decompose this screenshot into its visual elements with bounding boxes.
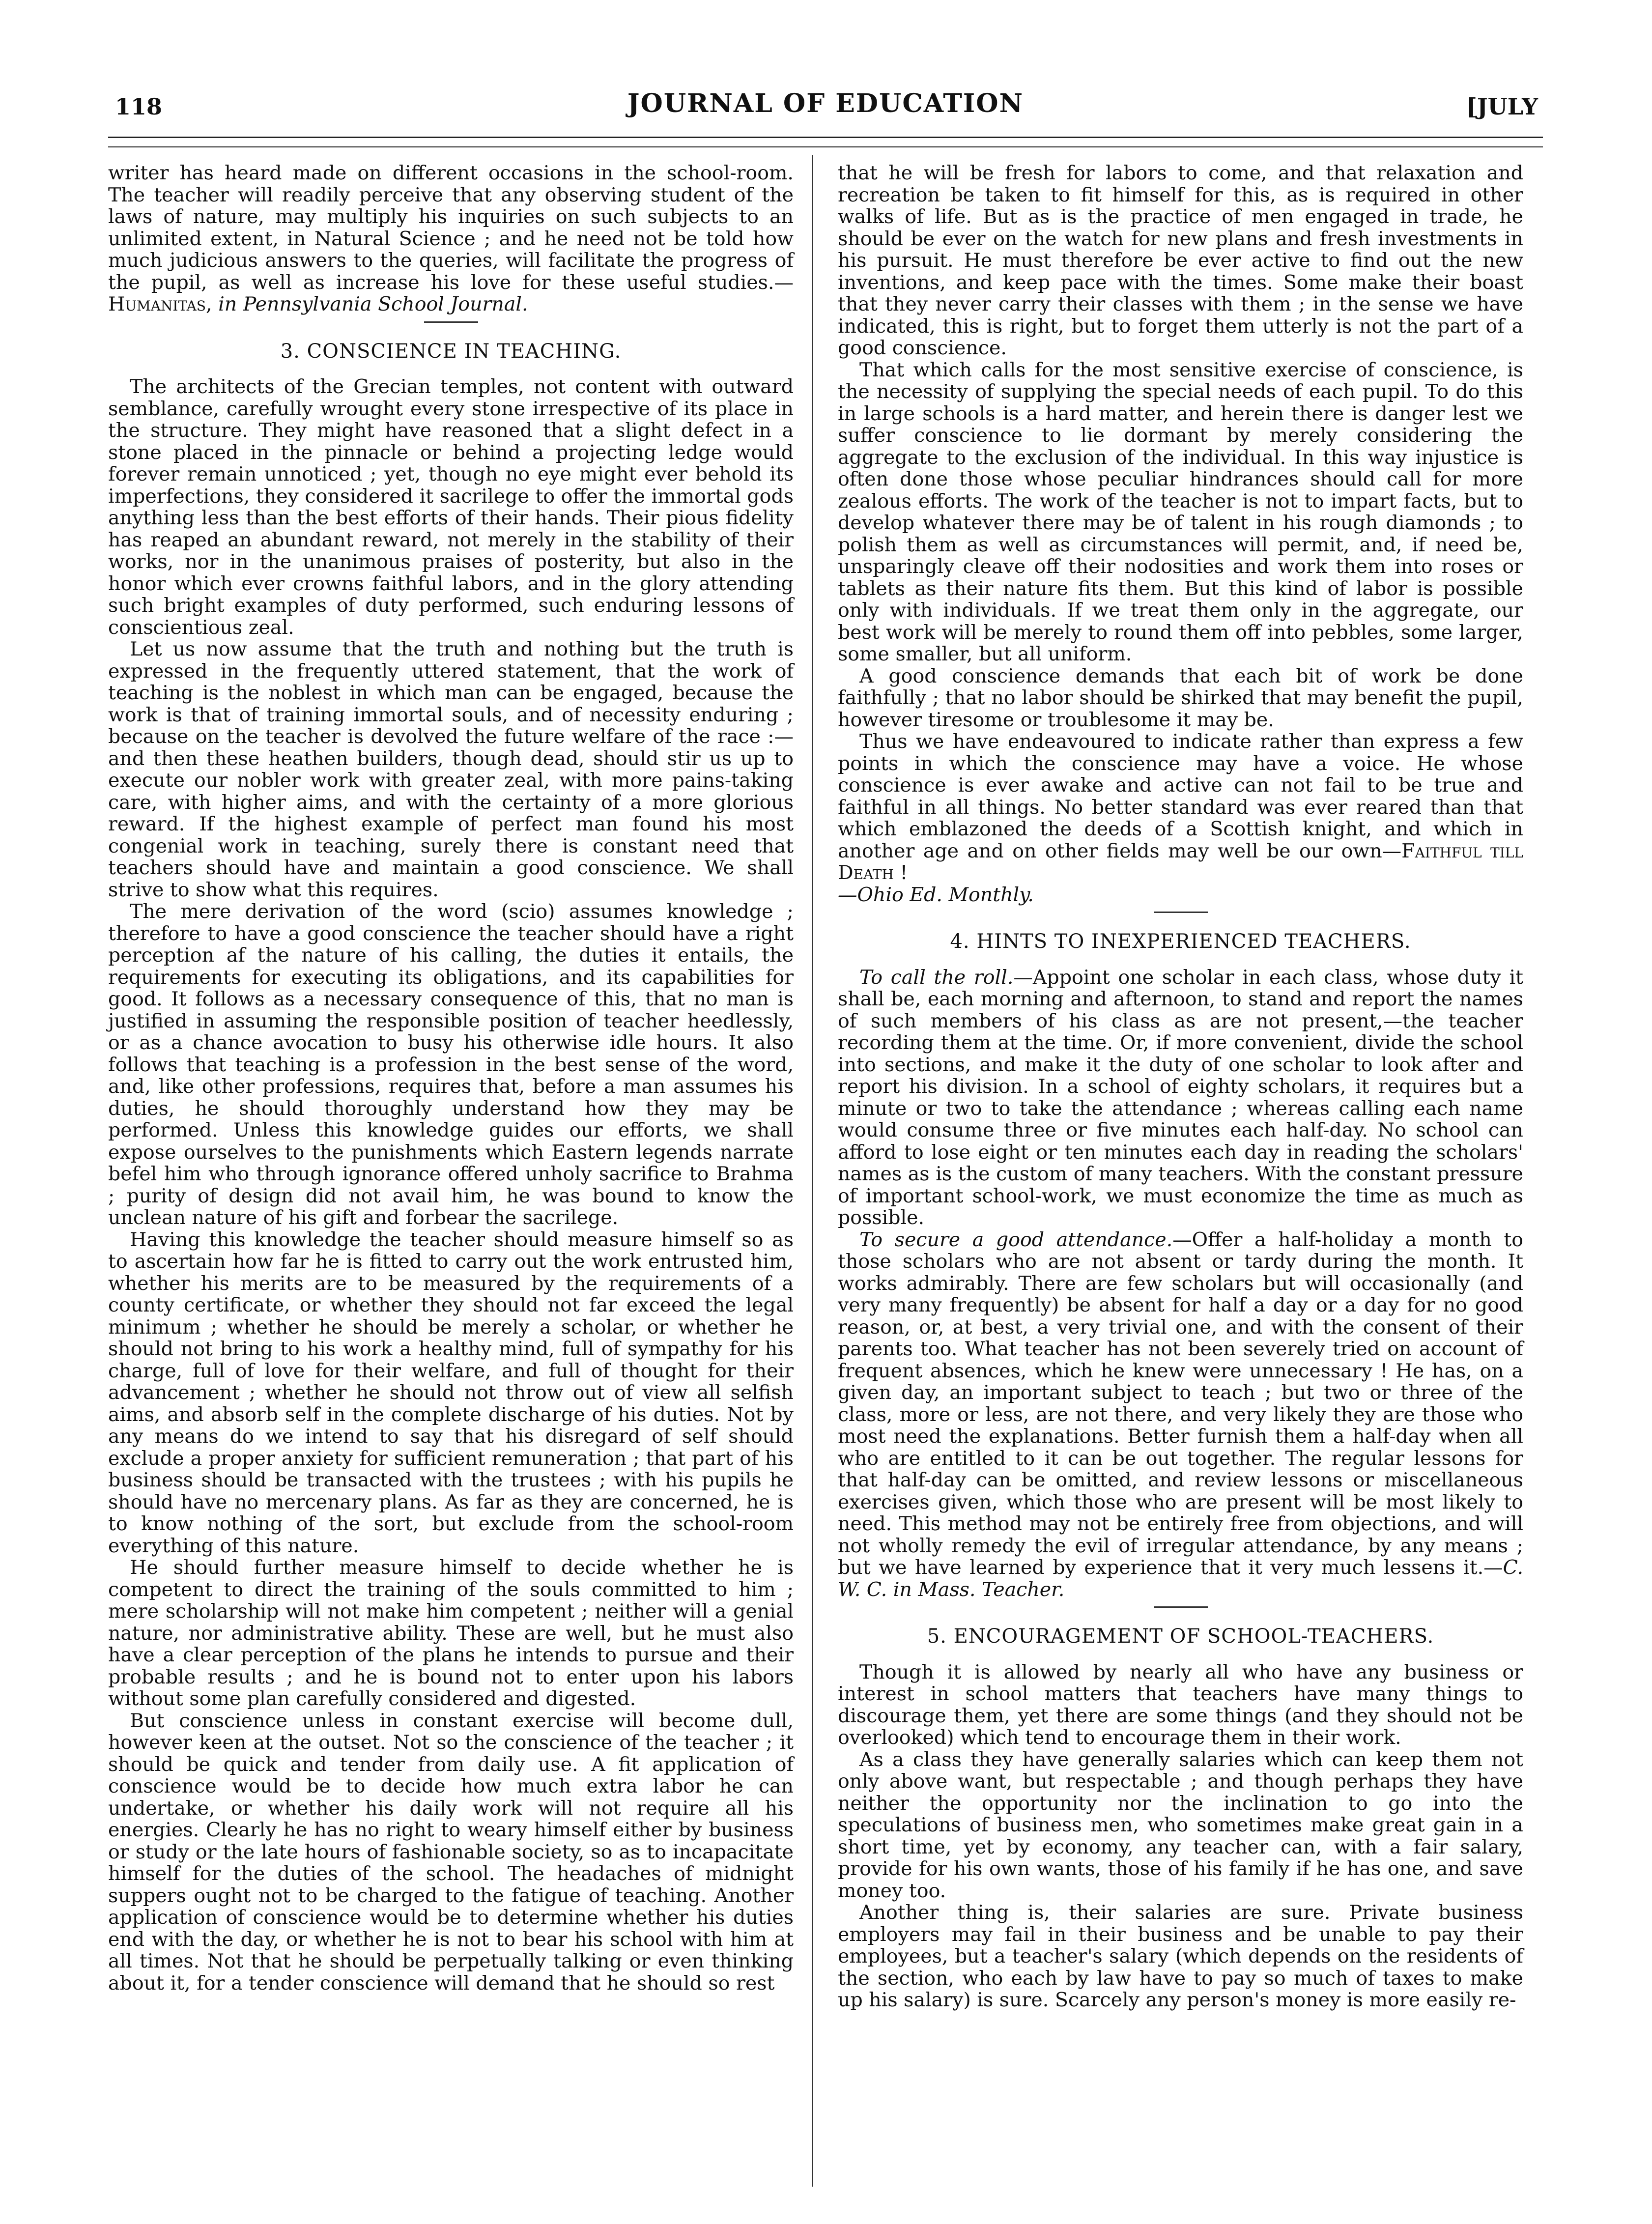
section-heading: 3. CONSCIENCE IN TEACHING. bbox=[280, 340, 622, 363]
source-citation: in Pennsylvania School Journal. bbox=[218, 293, 528, 315]
motto: Faithful till Death ! bbox=[838, 839, 1523, 884]
paragraph: Another thing is, their salaries are sure. Private business employers may fail in their business and be unable to pay their employees, but a teacher's salary (which depends on the residents of the section, who each by law have to pay so much of taxes to make up his salary) is sure. Scarcely any person's money is more easily re- bbox=[838, 1901, 1523, 2011]
paragraph: that he will be fresh for labors to come, and that relaxation and recreation be taken to fit himself for this, as is required in other walks of life. But as is the practice of men engaged in trade, he should be ever on the watch for new plans and fresh investments in his pursuit. He must therefore be ever active to find out the new inventions, and keep pace with the times. Some make their boast that they never carry their classes with them ; in the sense we have indicated, this is right, but to forget them utterly is not the part of a good conscience. bbox=[838, 162, 1523, 359]
left-column bbox=[108, 162, 794, 1994]
paragraph: That which calls for the most sensitive exercise of conscience, is the necessity of supplying the special needs of each pupil. To do this in large schools is a hard matter, and herein there is danger lest we suffer conscience to lie dormant by merely considering the aggregate to the exclusion of the individual. In this way injustice is often done those whose peculiar hindrances should call for more zealous efforts. The work of the teacher is not to impart facts, but to develop whatever there may be of talent in his rough diamonds ; to polish them as well as circumstances will permit, and, if need be, unsparingly cleave off their nodosities and work them into roses or tablets as their nature fits them. But this kind of labor is possible only with individuals. If we treat them only in the aggregate, our best work will be merely to round them off into pebbles, some larger, some smaller, but all uniform. bbox=[838, 358, 1523, 665]
paragraph: To secure a good attendance.—Offer a half-holiday a month to those scholars who are not absent or tardy during the month. It works admirably. There are few scholars but will occasionally (and very many frequently) be absent for half a day or a day for no good reason, or, at best, a very trivial one, and with the consent of their parents too. What teacher has not been severely tried on account of frequent absences, which he knew were unnecessary ! He has, on a given day, an important subject to teach ; but two or three of the class, more or less, are not there, and very likely they are those who most need the explanations. Better furnish them a half-day when all who are entitled to it can be out together. The regular lessons for that half-day can be omitted, and review lessons or miscellaneous exercises given, which those who are present will be most likely to need. This method may not be entirely free from objections, and will not wholly remedy the evil of irregular attendance, by any means ; but we have learned by experience that it very much lessens it.—C. W. C. in Mass. Teacher. bbox=[838, 1228, 1524, 1601]
paragraph: To call the roll.—Appoint one scholar in each class, whose duty it shall be, each morning and afternoon, to stand and report the names of such members of his class as are not present,—the teacher recording them at the time. Or, if more convenient, divide the school into sections, and make it the duty of one scholar to look after and report his division. In a school of eighty scholars, it requires but a minute or two to take the attendance ; whereas calling each name would consume three or five minutes each half-day. No school can afford to lose eight or ten minutes each day in reading the scholars' names as is the custom of many teachers. With the constant pressure of important school-work, we must economize the time as much as possible. bbox=[838, 966, 1524, 1229]
section-heading: 5. ENCOURAGEMENT OF SCHOOL-TEACHERS. bbox=[927, 1625, 1434, 1648]
section-divider bbox=[1154, 1606, 1208, 1608]
page-number: 118 bbox=[115, 93, 163, 120]
paragraph: As a class they have generally salaries which can keep them not only above want, but respectable ; and though perhaps they have neither the opportunity nor the inclination to go into the speculations of business men, who sometimes make great gain in a short time, yet by economy, any teacher can, with a fair salary, provide for his own wants, those of his family if he has one, and save money too. bbox=[838, 1748, 1523, 1902]
paragraph: The architects of the Grecian temples, not content with outward semblance, carefully wrought every stone irrespective of its place in the structure. They might have reasoned that a slight defect in a stone placed in the pinnacle or behind a projecting ledge would forever remain unnoticed ; yet, though no eye might ever behold its imperfections, they considered it sacrilege to offer the immortal gods anything less than the best efforts of their hands. Their pious fidelity has reaped an abundant reward, not merely in the stability of their works, nor in the unanimous praises of posterity, but also in the honor which ever crowns faithful labors, and in the glory attending such bright examples of duty performed, such enduring lessons of conscientious zeal. bbox=[108, 375, 794, 639]
author-name: Humanitas, bbox=[108, 293, 212, 315]
section-divider bbox=[424, 321, 478, 323]
paragraph: A good conscience demands that each bit of work be done faithfully ; that no labor should be shirked that may benefit the pupil, however tiresome or troublesome it may be. bbox=[838, 664, 1523, 731]
paragraph: Thus we have endeavoured to indicate rather than express a few points in which the conscience may have a voice. He whose conscience is ever awake and active can not fail to be true and faithful in all things. No better standard was ever reared than that which emblazoned the deeds of a Scottish knight, and which in another age and on other fields may well be our own—Faithful till Death ! —Ohio Ed. Monthly. bbox=[838, 730, 1523, 906]
source-citation: C. W. C. in Mass. Teacher. bbox=[838, 1556, 1523, 1601]
page-header bbox=[108, 74, 1543, 133]
header-rule bbox=[108, 137, 1543, 138]
paragraph: But conscience unless in constant exercise will become dull, however keen at the outset. Not so the conscience of the teacher ; it should be quick and tender from daily use. A fit application of conscience would be to decide how much extra labor he can undertake, or whether his daily work will not require all his energies. Clearly he has no right to weary himself either by business or study or the late hours of fashionable society, so as to incapacitate himself for the duties of the school. The headaches of midnight suppers ought not to be charged to the fatigue of teaching. Another application of conscience would be to determine whether his duties end with the day, or whether he is not to bear his school with him at all times. Not that he should be perpetually talking or even thinking about it, for a tender conscience will demand that he should so rest bbox=[108, 1709, 794, 1995]
right-column bbox=[838, 162, 1523, 2011]
source-citation: —Ohio Ed. Monthly. bbox=[838, 883, 1034, 906]
section-divider bbox=[1154, 912, 1208, 913]
paragraph: writer has heard made on different occasions in the school-room. The teacher will readily perceive that any observing student of the laws of nature, may multiply his inquiries on such subjects to an unlimited extent, in Natural Science ; and he need not be told how much judicious answers to the queries, will facilitate the progress of the pupil, as well as increase his love for these useful studies.—Humanitas, in Pennsylvania School Journal. bbox=[108, 162, 794, 315]
run-in-heading: To secure a good attendance. bbox=[859, 1228, 1173, 1251]
header-date: [JULY bbox=[1466, 93, 1538, 120]
paragraph: Let us now assume that the truth and nothing but the truth is expressed in the frequently uttered statement, that the work of teaching is the noblest in which man can be engaged, because the work is that of training immortal souls, and of necessity enduring ; because on the teacher is devolved the future welfare of the race :—and then these heathen builders, though dead, should stir us up to execute our nobler work with greater zeal, with more pains-taking care, with higher aims, and with the certainty of a more glorious reward. If the highest example of perfect man found his most congenial work in teaching, surely there is constant need that teachers should have and maintain a good conscience. We shall strive to show what this requires. bbox=[108, 638, 794, 901]
paragraph: He should further measure himself to decide whether he is competent to direct the training of the souls committed to him ; mere scholarship will not make him competent ; neither will a genial nature, nor administrative ability. These are well, but he must also have a clear perception of the plans he intends to pursue and their probable results ; and he is bound not to enter upon his labors without some plan carefully considered and digested. bbox=[108, 1556, 794, 1710]
paragraph: Though it is allowed by nearly all who have any business or interest in school matters that teachers have many things to discourage them, yet there are some things (and they should not be overlooked) which tend to encourage them in their work. bbox=[838, 1660, 1523, 1749]
journal-page bbox=[108, 74, 1543, 2187]
column-divider bbox=[812, 155, 813, 2187]
paragraph: The mere derivation of the word (scio) assumes knowledge ; therefore to have a good conscience the teacher should have a right perception af the nature of his calling, the duties it entails, the requirements for executing its obligations, and its capabilities for good. It follows as a necessary consequence of this, that no man is justified in assuming the responsible position of teacher heedlessly, or as a chance avocation to busy his otherwise idle hours. It also follows that teaching is a profession in the best sense of the word, and, like other professions, requires that, before a man assumes his duties, he should thoroughly understand how they may be performed. Unless this knowledge guides our efforts, we shall expose ourselves to the punishments which Eastern legends narrate befel him who through ignorance offered unholy sacrifice to Brahma ; purity of design did not avail him, he was bound to know the unclean nature of his gift and forbear the sacrilege. bbox=[108, 900, 794, 1229]
paragraph: Having this knowledge the teacher should measure himself so as to ascertain how far he is fitted to carry out the work entrusted him, whether his merits are to be measured by the requirements of a county certificate, or whether they should not far exceed the legal minimum ; whether he should be merely a scholar, or whether he should not bring to his work a healthy mind, full of sympathy for his charge, full of love for their welfare, and full of thought for their advancement ; whether he should not throw out of view all selfish aims, and absorb self in the complete discharge of his duties. Not by any means do we intend to say that his disregard of self should exclude a proper anxiety for sufficient remuneration ; that part of his business should be transacted with the trustees ; with his pupils he should have no mercenary plans. As far as they are concerned, he is to know nothing of the sort, but exclude from the school-room everything of this nature. bbox=[108, 1228, 794, 1557]
run-in-heading: To call the roll. bbox=[859, 966, 1014, 989]
section-heading: 4. HINTS TO INEXPERIENCED TEACHERS. bbox=[950, 930, 1411, 953]
running-title: JOURNAL OF EDUCATION bbox=[627, 88, 1024, 118]
header-rule-thin bbox=[108, 146, 1543, 147]
